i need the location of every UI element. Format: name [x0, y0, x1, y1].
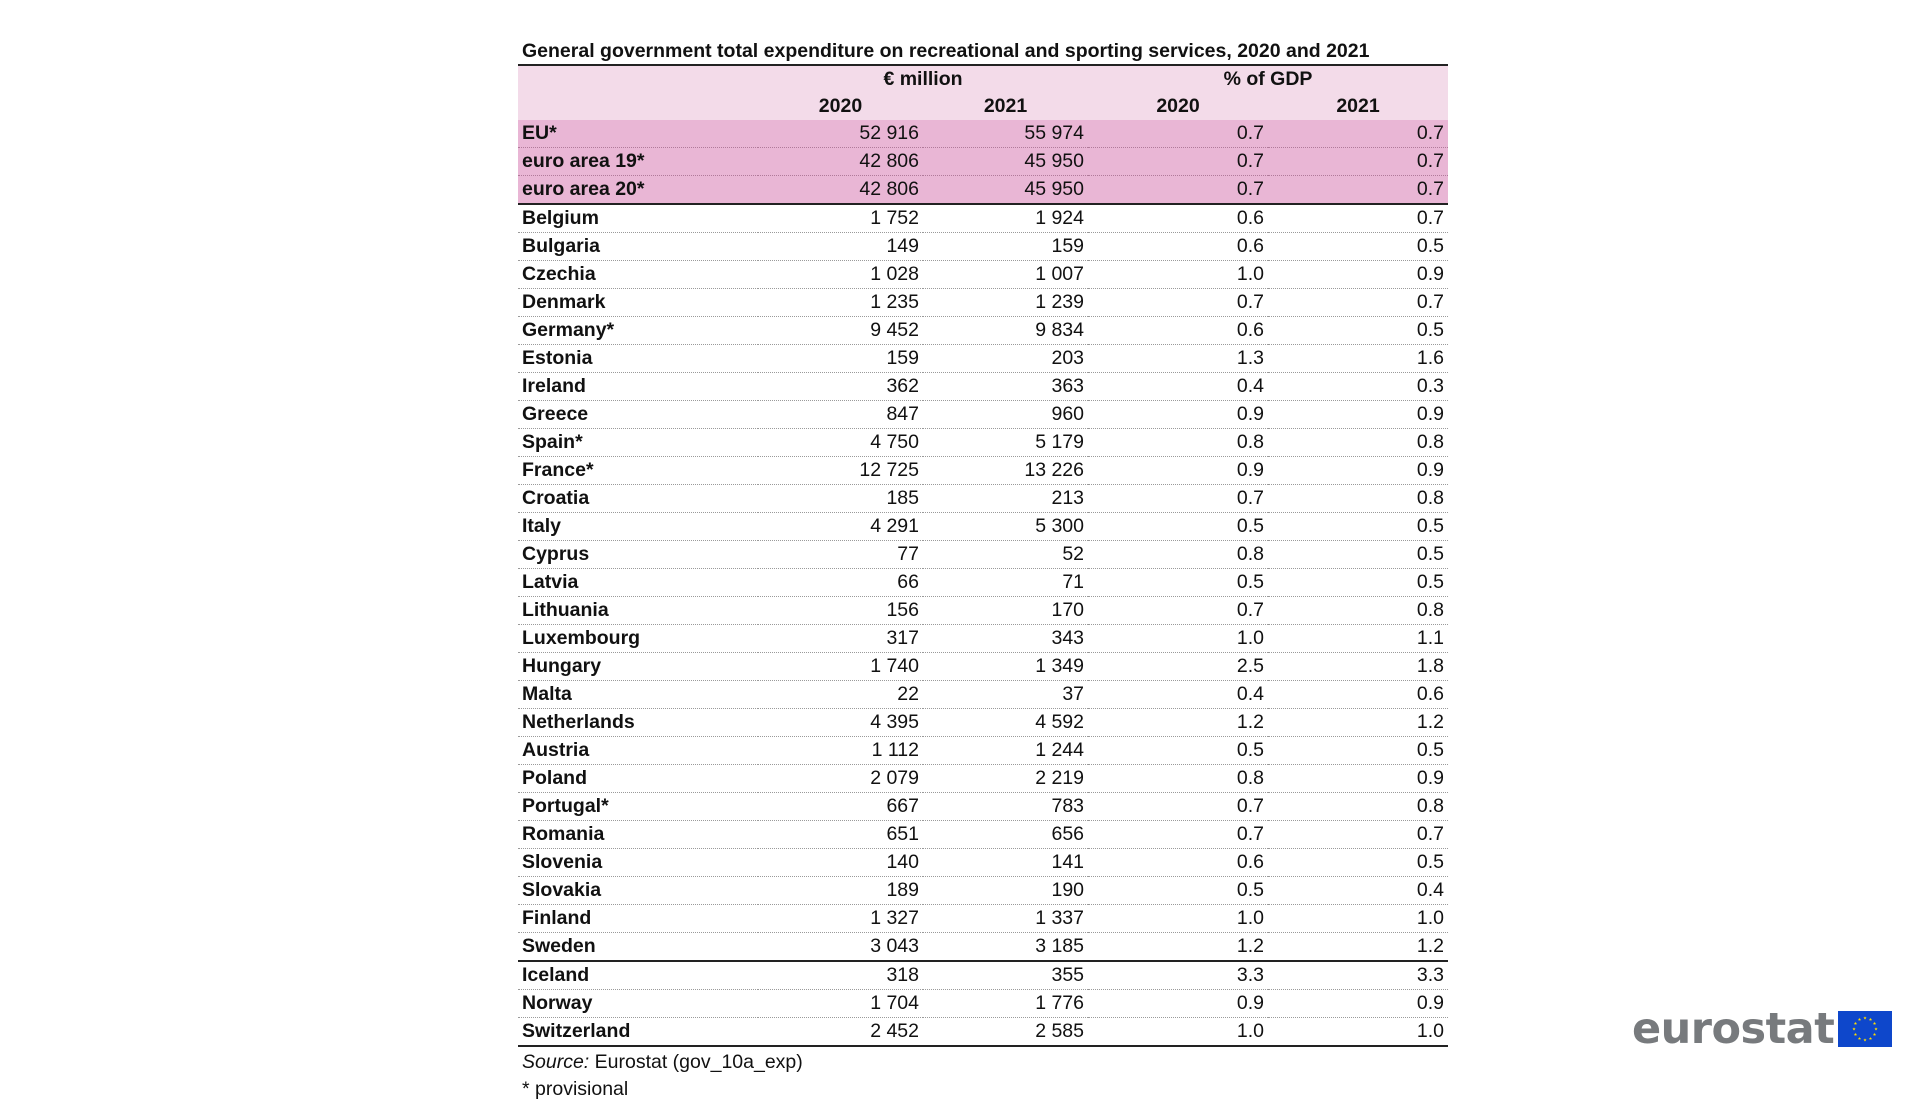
row-label: euro area 20* [518, 176, 758, 205]
cell-value: 1 740 [758, 653, 923, 681]
row-label: Belgium [518, 204, 758, 233]
cell-value: 2.5 [1088, 653, 1268, 681]
row-label: Croatia [518, 485, 758, 513]
row-label: Czechia [518, 261, 758, 289]
cell-value: 185 [758, 485, 923, 513]
cell-value: 0.7 [1088, 821, 1268, 849]
cell-value: 1 327 [758, 905, 923, 933]
cell-value: 1.1 [1268, 625, 1448, 653]
table-row [518, 485, 1448, 513]
cell-value: 1 235 [758, 289, 923, 317]
cell-value: 1.3 [1088, 345, 1268, 373]
table-row [518, 261, 1448, 289]
cell-value: 55 974 [923, 120, 1088, 148]
cell-value: 783 [923, 793, 1088, 821]
table-row [518, 625, 1448, 653]
cell-value: 1 924 [923, 204, 1088, 233]
cell-value: 12 725 [758, 457, 923, 485]
cell-value: 1 776 [923, 990, 1088, 1018]
cell-value: 0.7 [1088, 597, 1268, 625]
table-body [518, 120, 1448, 1046]
cell-value: 0.9 [1268, 990, 1448, 1018]
cell-value: 0.8 [1088, 429, 1268, 457]
row-label: Portugal* [518, 793, 758, 821]
eu-flag-icon [1838, 1011, 1892, 1047]
cell-value: 77 [758, 541, 923, 569]
cell-value: 0.7 [1268, 148, 1448, 176]
cell-value: 0.9 [1268, 457, 1448, 485]
table-row [518, 905, 1448, 933]
header-row-groups [518, 65, 1448, 93]
row-label: Poland [518, 765, 758, 793]
cell-value: 4 750 [758, 429, 923, 457]
cell-value: 1.0 [1268, 1018, 1448, 1047]
table-row [518, 176, 1448, 205]
table-row [518, 120, 1448, 148]
cell-value: 149 [758, 233, 923, 261]
cell-value: 1.0 [1268, 905, 1448, 933]
cell-value: 0.7 [1268, 821, 1448, 849]
header-year: 2021 [923, 93, 1088, 120]
cell-value: 0.8 [1268, 597, 1448, 625]
cell-value: 1 244 [923, 737, 1088, 765]
table-row [518, 401, 1448, 429]
cell-value: 4 395 [758, 709, 923, 737]
footnote: * provisional [522, 1078, 629, 1100]
cell-value: 0.4 [1088, 373, 1268, 401]
table-row [518, 681, 1448, 709]
cell-value: 0.5 [1268, 737, 1448, 765]
row-label: Lithuania [518, 597, 758, 625]
cell-value: 2 079 [758, 765, 923, 793]
logo-text: eurostat [1632, 1004, 1835, 1054]
cell-value: 1 752 [758, 204, 923, 233]
row-label: France* [518, 457, 758, 485]
row-label: Slovenia [518, 849, 758, 877]
cell-value: 0.5 [1268, 849, 1448, 877]
row-label: Germany* [518, 317, 758, 345]
header-group-eur-million: € million [758, 65, 1088, 93]
cell-value: 213 [923, 485, 1088, 513]
table-row [518, 345, 1448, 373]
cell-value: 66 [758, 569, 923, 597]
row-label: euro area 19* [518, 148, 758, 176]
cell-value: 159 [923, 233, 1088, 261]
cell-value: 0.6 [1268, 681, 1448, 709]
row-label: Malta [518, 681, 758, 709]
cell-value: 203 [923, 345, 1088, 373]
table-row [518, 765, 1448, 793]
row-label: Norway [518, 990, 758, 1018]
table-row [518, 709, 1448, 737]
cell-value: 0.5 [1268, 317, 1448, 345]
row-label: Finland [518, 905, 758, 933]
cell-value: 1 028 [758, 261, 923, 289]
cell-value: 0.5 [1088, 569, 1268, 597]
table-row [518, 933, 1448, 962]
cell-value: 355 [923, 961, 1088, 990]
table-title: General government total expenditure on recreational and sporting services, 2020 and 2021 [522, 40, 1370, 62]
row-label: Denmark [518, 289, 758, 317]
cell-value: 1 112 [758, 737, 923, 765]
cell-value: 156 [758, 597, 923, 625]
cell-value: 5 300 [923, 513, 1088, 541]
table-row [518, 597, 1448, 625]
cell-value: 71 [923, 569, 1088, 597]
row-label: Hungary [518, 653, 758, 681]
source-text: Eurostat (gov_10a_exp) [594, 1051, 803, 1073]
cell-value: 1.6 [1268, 345, 1448, 373]
table-row [518, 204, 1448, 233]
header-corner [518, 65, 758, 93]
cell-value: 0.8 [1268, 793, 1448, 821]
cell-value: 1.2 [1088, 709, 1268, 737]
cell-value: 1.8 [1268, 653, 1448, 681]
cell-value: 0.9 [1268, 765, 1448, 793]
cell-value: 0.7 [1268, 120, 1448, 148]
cell-value: 0.7 [1088, 176, 1268, 205]
cell-value: 1.0 [1088, 261, 1268, 289]
cell-value: 0.6 [1088, 204, 1268, 233]
source-line [522, 1049, 1418, 1076]
cell-value: 1 007 [923, 261, 1088, 289]
table-notes [518, 1049, 1418, 1103]
table-header [518, 65, 1448, 120]
cell-value: 1 239 [923, 289, 1088, 317]
table-row [518, 737, 1448, 765]
row-label: Netherlands [518, 709, 758, 737]
cell-value: 0.7 [1088, 289, 1268, 317]
cell-value: 3.3 [1088, 961, 1268, 990]
table-row [518, 148, 1448, 176]
table-row [518, 289, 1448, 317]
cell-value: 317 [758, 625, 923, 653]
cell-value: 1 349 [923, 653, 1088, 681]
cell-value: 52 [923, 541, 1088, 569]
cell-value: 0.6 [1088, 849, 1268, 877]
cell-value: 0.9 [1088, 401, 1268, 429]
source-label: Source: [522, 1051, 590, 1073]
cell-value: 0.3 [1268, 373, 1448, 401]
cell-value: 22 [758, 681, 923, 709]
table-block [518, 38, 1445, 1103]
header-year: 2021 [1268, 93, 1448, 120]
row-label: Slovakia [518, 877, 758, 905]
cell-value: 52 916 [758, 120, 923, 148]
row-label: Sweden [518, 933, 758, 962]
cell-value: 0.7 [1268, 289, 1448, 317]
row-label: Bulgaria [518, 233, 758, 261]
cell-value: 1.0 [1088, 625, 1268, 653]
row-label: Cyprus [518, 541, 758, 569]
row-label: Spain* [518, 429, 758, 457]
row-label: EU* [518, 120, 758, 148]
cell-value: 0.6 [1088, 233, 1268, 261]
cell-value: 0.5 [1268, 513, 1448, 541]
table-row [518, 457, 1448, 485]
row-label: Switzerland [518, 1018, 758, 1047]
cell-value: 0.7 [1268, 176, 1448, 205]
cell-value: 343 [923, 625, 1088, 653]
cell-value: 4 592 [923, 709, 1088, 737]
cell-value: 1.0 [1088, 1018, 1268, 1047]
data-table [518, 64, 1448, 1047]
cell-value: 1.0 [1088, 905, 1268, 933]
header-row-years [518, 93, 1448, 120]
row-label: Latvia [518, 569, 758, 597]
cell-value: 0.9 [1088, 990, 1268, 1018]
row-label: Greece [518, 401, 758, 429]
cell-value: 0.7 [1088, 793, 1268, 821]
cell-value: 0.9 [1268, 401, 1448, 429]
cell-value: 141 [923, 849, 1088, 877]
cell-value: 37 [923, 681, 1088, 709]
table-row [518, 317, 1448, 345]
row-label: Estonia [518, 345, 758, 373]
table-row [518, 541, 1448, 569]
cell-value: 42 806 [758, 148, 923, 176]
cell-value: 318 [758, 961, 923, 990]
table-row [518, 877, 1448, 905]
cell-value: 3 043 [758, 933, 923, 962]
cell-value: 13 226 [923, 457, 1088, 485]
cell-value: 170 [923, 597, 1088, 625]
cell-value: 0.5 [1088, 877, 1268, 905]
row-label: Iceland [518, 961, 758, 990]
cell-value: 1.2 [1268, 933, 1448, 962]
cell-value: 0.7 [1088, 120, 1268, 148]
table-row [518, 990, 1448, 1018]
cell-value: 159 [758, 345, 923, 373]
cell-value: 0.5 [1268, 541, 1448, 569]
cell-value: 45 950 [923, 148, 1088, 176]
cell-value: 0.8 [1088, 765, 1268, 793]
row-label: Luxembourg [518, 625, 758, 653]
table-row [518, 1018, 1448, 1047]
cell-value: 189 [758, 877, 923, 905]
cell-value: 1 704 [758, 990, 923, 1018]
cell-value: 9 452 [758, 317, 923, 345]
table-row [518, 233, 1448, 261]
cell-value: 0.5 [1268, 233, 1448, 261]
cell-value: 1.2 [1268, 709, 1448, 737]
header-year: 2020 [758, 93, 923, 120]
header-year: 2020 [1088, 93, 1268, 120]
cell-value: 0.9 [1088, 457, 1268, 485]
cell-value: 3.3 [1268, 961, 1448, 990]
cell-value: 4 291 [758, 513, 923, 541]
cell-value: 656 [923, 821, 1088, 849]
cell-value: 0.8 [1268, 485, 1448, 513]
cell-value: 651 [758, 821, 923, 849]
table-row [518, 961, 1448, 990]
cell-value: 0.8 [1268, 429, 1448, 457]
cell-value: 0.5 [1088, 513, 1268, 541]
cell-value: 0.4 [1268, 877, 1448, 905]
table-row [518, 653, 1448, 681]
cell-value: 0.7 [1268, 204, 1448, 233]
table-row [518, 793, 1448, 821]
row-label: Ireland [518, 373, 758, 401]
row-label: Romania [518, 821, 758, 849]
cell-value: 45 950 [923, 176, 1088, 205]
table-row [518, 373, 1448, 401]
cell-value: 1 337 [923, 905, 1088, 933]
cell-value: 9 834 [923, 317, 1088, 345]
cell-value: 960 [923, 401, 1088, 429]
cell-value: 2 585 [923, 1018, 1088, 1047]
cell-value: 5 179 [923, 429, 1088, 457]
cell-value: 190 [923, 877, 1088, 905]
table-row [518, 429, 1448, 457]
cell-value: 3 185 [923, 933, 1088, 962]
cell-value: 1.2 [1088, 933, 1268, 962]
cell-value: 140 [758, 849, 923, 877]
cell-value: 2 452 [758, 1018, 923, 1047]
cell-value: 0.8 [1088, 541, 1268, 569]
row-label: Austria [518, 737, 758, 765]
cell-value: 0.4 [1088, 681, 1268, 709]
header-group-pct-gdp: % of GDP [1088, 65, 1448, 93]
cell-value: 0.7 [1088, 485, 1268, 513]
table-row [518, 821, 1448, 849]
header-corner-2 [518, 93, 758, 120]
eurostat-logo [1632, 1004, 1892, 1054]
cell-value: 362 [758, 373, 923, 401]
cell-value: 0.5 [1268, 569, 1448, 597]
cell-value: 0.6 [1088, 317, 1268, 345]
cell-value: 42 806 [758, 176, 923, 205]
cell-value: 0.9 [1268, 261, 1448, 289]
cell-value: 363 [923, 373, 1088, 401]
cell-value: 0.7 [1088, 148, 1268, 176]
table-row [518, 849, 1448, 877]
cell-value: 2 219 [923, 765, 1088, 793]
cell-value: 667 [758, 793, 923, 821]
row-label: Italy [518, 513, 758, 541]
table-row [518, 569, 1448, 597]
table-row [518, 513, 1448, 541]
cell-value: 847 [758, 401, 923, 429]
cell-value: 0.5 [1088, 737, 1268, 765]
